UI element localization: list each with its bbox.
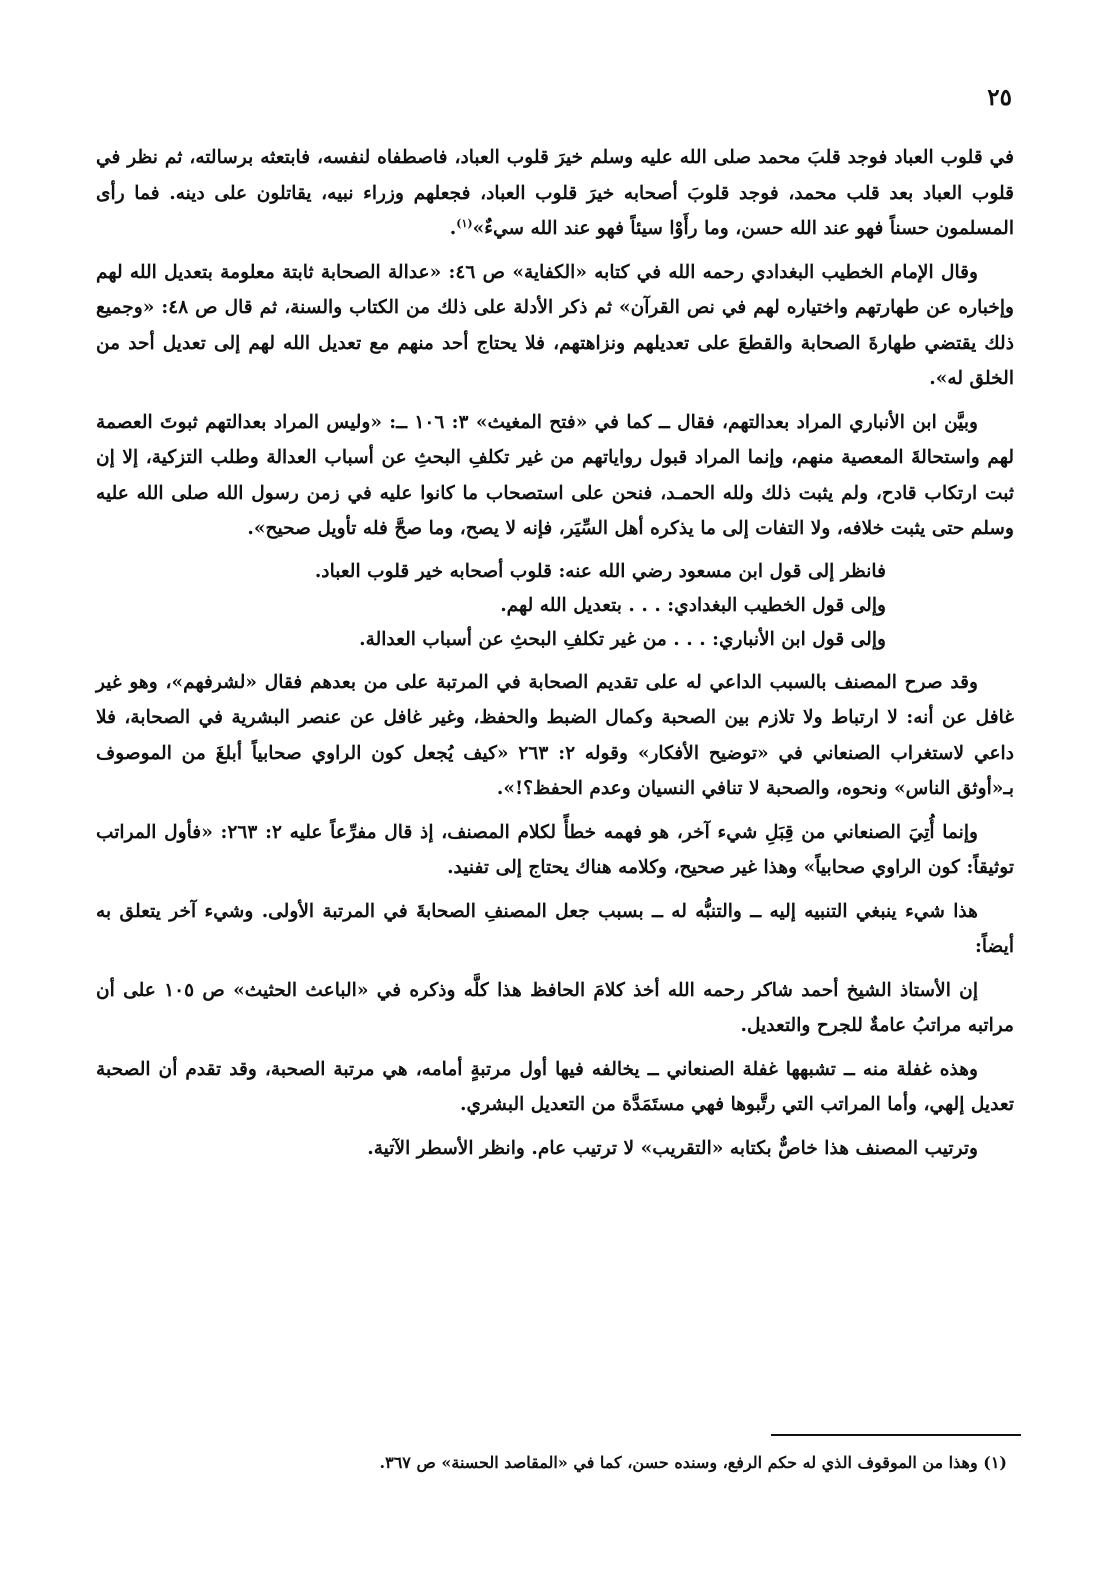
quote-block [96, 555, 1014, 657]
footnote-ref: (١) [456, 216, 473, 230]
paragraph-7: إن الأستاذ الشيخ أحمد شاكر رحمه الله أخذ كلامَ الحافظ هذا كلَّه وذكره في «الباعث الحثيث» ص ١٠٥ على أن مراتبه مراتبُ عامةٌ للجرح والتعديل. [96, 979, 1014, 1036]
footnote: (١) وهذا من الموقوف الذي له حكم الرفع، وسنده حسن، كما في «المقاصد الحسنة» ص ٣٦٧. [379, 1453, 1007, 1472]
paragraph-4: وقد صرح المصنف بالسبب الداعي له على تقديم الصحابة في المرتبة على من بعدهم فقال «لشرفهم»، وهو غير غافل عن أنه: لا ارتباط ولا تلازم بين الصحبة وكمال الضبط والحفظ، وغير غافل عن عنصر البشرية في الصحابة، فلا داعي لاستغراب الصنعاني في «توضيح الأفكار» وقوله ٢: ٢٦٣ «كيف يُجعل كون الراوي صحابياً أبلغَ من الموصوف بـ«أوثق الناس» ونحوه، والصحبة لا تنافي النسيان وعدم الحفظ؟!». [96, 671, 1014, 799]
paragraph-6: هذا شيء ينبغي التنبيه إليه ــ والتنبُّه له ــ بسبب جعل المصنفِ الصحابةَ في المرتبة الأولى. وشيء آخر يتعلق به أيضاً: [96, 900, 1014, 957]
paragraph-1: في قلوب العباد فوجد قلبَ محمد صلى الله عليه وسلم خيرَ قلوب العباد، فاصطفاه لنفسه، فابتعثه برسالته، ثم نظر في قلوب العباد بعد قلب محمد، فوجد قلوبَ أصحابه خيرَ قلوب العباد، فجعلهم وزراء نبيه، يقاتلون على دينه. فما رأى المسلمون حسناً فهو عند الله حسن، وما رأَوْا سيئاً فهو عند الله سيءٌ»$^{(١)}$. [96, 147, 1014, 239]
footnote-divider [771, 1434, 1021, 1436]
paragraph-9: وترتيب المصنف هذا خاصٌّ بكتابه «التقريب» لا ترتيب عام. وانظر الأسطر الآتية. [367, 1137, 978, 1159]
paragraph-2: وقال الإمام الخطيب البغدادي رحمه الله في كتابه «الكفاية» ص ٤٦: «عدالة الصحابة ثابتة معلومة بتعديل الله لهم وإخباره عن طهارتهم واختياره لهم في نص القرآن» ثم ذكر الأدلة على ذلك من الكتاب والسنة، ثم قال ص ٤٨: «وجميع ذلك يقتضي طهارةَ الصحابة والقطعَ على تعديلهم ونزاهتهم، فلا يحتاج أحد منهم مع تعديل الله لهم إلى تعديل أحد من الخلق له». [96, 261, 1014, 389]
page-number: ٢٥ [987, 84, 1012, 111]
quote-line-1: فانظر إلى قول ابن مسعود رضي الله عنه: قلوب أصحابه خير قلوب العباد. [314, 560, 886, 582]
paragraph-8: وهذه غفلة منه ــ تشبهها غفلة الصنعاني ــ يخالفه فيها أول مرتبةٍ أمامه، هي مرتبة الصحبة، وقد تقدم أن الصحبة تعديل إلهي، وأما المراتب التي رتَّبوها فهي مستَمَدَّة من التعديل البشري. [96, 1058, 1014, 1115]
paragraph-1-text: في قلوب العباد فوجد قلبَ محمد صلى الله عليه وسلم خيرَ قلوب العباد، فاصطفاه لنفسه، فابتعثه برسالته، ثم نظر في قلوب العباد بعد قلب محمد، فوجد قلوبَ أصحابه خيرَ قلوب العباد، فجعلهم وزراء نبيه، يقاتلون على دينه. فما رأى المسلمون حسناً فهو عند الله حسن، وما رأَوْا سيئاً فهو عند الله سيءٌ» [96, 147, 1014, 239]
quote-line-2: وإلى قول الخطيب البغدادي: . . . بتعديل الله لهم. [500, 594, 886, 616]
paragraph-3: وبيَّن ابن الأنباري المراد بعدالتهم، فقال ــ كما في «فتح المغيث» ٣: ١٠٦ ــ: «وليس المراد بعدالتهم ثبوتَ العصمة لهم واستحالةَ المعصية منهم، وإنما المراد قبول رواياتهم من غير تكلفِ البحثِ عن أسباب العدالة وطلب التزكية، إلا إن ثبت ارتكاب قادح، ولم يثبت ذلك ولله الحمـد، فنحن على استصحاب ما كانوا عليه في زمن رسول الله صلى الله عليه وسلم حتى يثبت خلافه، ولا التفات إلى ما يذكره أهل السِّيَر، فإنه لا يصح، وما صحَّ فله تأويل صحيح». [96, 411, 1014, 539]
document-page [96, 78, 1014, 1174]
quote-line-3: وإلى قول ابن الأنباري: . . . من غير تكلفِ البحثِ عن أسباب العدالة. [359, 628, 886, 650]
paragraph-5: وإنما أُتِيَ الصنعاني من قِبَلِ شيء آخر، هو فهمه خطأً لكلام المصنف، إذ قال مفرِّعاً عليه ٢: ٢٦٣: «فأول المراتب توثيقاً: كون الراوي صحابياً» وهذا غير صحيح، وكلامه هناك يحتاج إلى تفنيد. [96, 821, 1014, 878]
